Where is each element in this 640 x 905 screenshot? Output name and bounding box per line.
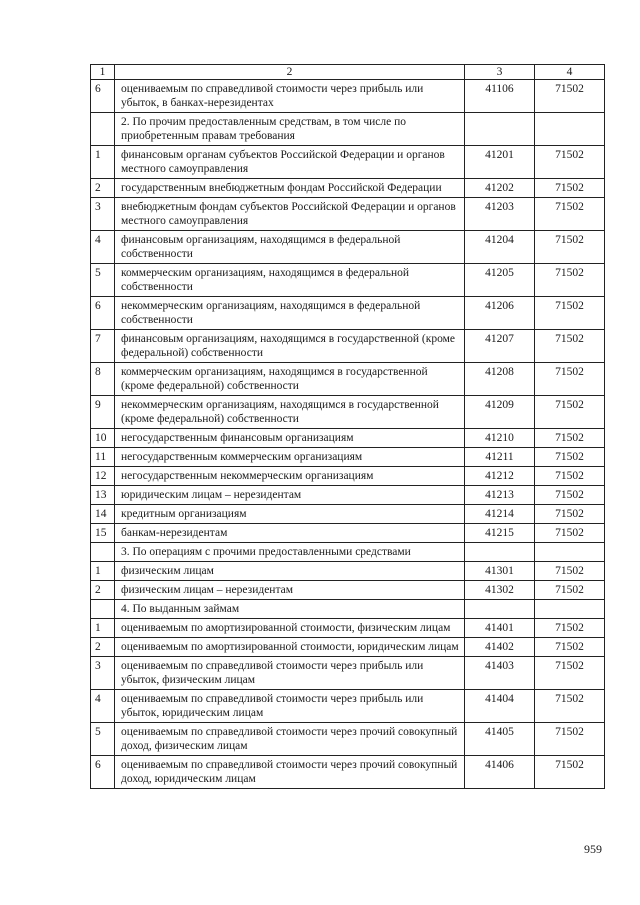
cell-c1: 1 [91, 562, 115, 581]
table-row [91, 756, 605, 789]
cell-c4: 71502 [535, 80, 605, 113]
cell-c1: 3 [91, 657, 115, 690]
cell-c1: 13 [91, 486, 115, 505]
cell-c1: 6 [91, 756, 115, 789]
cell-c2: 4. По выданным займам [115, 600, 465, 619]
cell-c3: 41213 [465, 486, 535, 505]
table-row [91, 231, 605, 264]
cell-c4: 71502 [535, 690, 605, 723]
cell-c4: 71502 [535, 505, 605, 524]
table-row [91, 524, 605, 543]
cell-c2: 2. По прочим предоставленным средствам, в том числе по приобретенным правам требования [115, 113, 465, 146]
cell-c3: 41403 [465, 657, 535, 690]
table-row [91, 638, 605, 657]
cell-c4: 71502 [535, 264, 605, 297]
cell-c2: кредитным организациям [115, 505, 465, 524]
cell-c2: некоммерческим организациям, находящимся в государственной (кроме федеральной) собственности [115, 396, 465, 429]
cell-c3: 41205 [465, 264, 535, 297]
cell-c2: оцениваемым по справедливой стоимости через прочий совокупный доход, юридическим лицам [115, 756, 465, 789]
cell-c1: 14 [91, 505, 115, 524]
cell-c4: 71502 [535, 657, 605, 690]
cell-c3: 41106 [465, 80, 535, 113]
cell-c4: 71502 [535, 198, 605, 231]
cell-c2: оцениваемым по справедливой стоимости через прибыль или убыток, в банках-нерезидентах [115, 80, 465, 113]
cell-c4: 71502 [535, 619, 605, 638]
cell-c2: оцениваемым по амортизированной стоимости, юридическим лицам [115, 638, 465, 657]
cell-c2: внебюджетным фондам субъектов Российской Федерации и органов местного самоуправления [115, 198, 465, 231]
table-row [91, 619, 605, 638]
table-row [91, 363, 605, 396]
cell-c4: 71502 [535, 179, 605, 198]
cell-c4: 71502 [535, 363, 605, 396]
accounts-table [90, 64, 605, 789]
cell-c1 [91, 113, 115, 146]
cell-c3: 41203 [465, 198, 535, 231]
cell-c3: 41206 [465, 297, 535, 330]
cell-c2: государственным внебюджетным фондам Российской Федерации [115, 179, 465, 198]
cell-c3: 41404 [465, 690, 535, 723]
table-row [91, 146, 605, 179]
cell-c2: оцениваемым по амортизированной стоимости, физическим лицам [115, 619, 465, 638]
cell-c4: 71502 [535, 756, 605, 789]
table-header-row [91, 65, 605, 80]
cell-c4: 71502 [535, 330, 605, 363]
cell-c4: 71502 [535, 723, 605, 756]
table-row [91, 600, 605, 619]
cell-c1: 7 [91, 330, 115, 363]
cell-c3 [465, 543, 535, 562]
cell-c2: оцениваемым по справедливой стоимости через прибыль или убыток, юридическим лицам [115, 690, 465, 723]
cell-c3: 41209 [465, 396, 535, 429]
cell-c3: 41207 [465, 330, 535, 363]
table-row [91, 543, 605, 562]
cell-c3: 41301 [465, 562, 535, 581]
table-row [91, 179, 605, 198]
cell-c1: 5 [91, 723, 115, 756]
cell-c1: 6 [91, 80, 115, 113]
cell-c3 [465, 600, 535, 619]
cell-c2: негосударственным финансовым организациям [115, 429, 465, 448]
table-row [91, 467, 605, 486]
cell-c1: 10 [91, 429, 115, 448]
cell-c3: 41201 [465, 146, 535, 179]
cell-c3: 41202 [465, 179, 535, 198]
cell-c1 [91, 543, 115, 562]
table-row [91, 80, 605, 113]
cell-c1: 12 [91, 467, 115, 486]
cell-c4: 71502 [535, 524, 605, 543]
cell-c2: негосударственным коммерческим организациям [115, 448, 465, 467]
cell-c3: 41214 [465, 505, 535, 524]
table-row [91, 486, 605, 505]
cell-c1: 2 [91, 581, 115, 600]
cell-c3: 41302 [465, 581, 535, 600]
cell-c3: 41405 [465, 723, 535, 756]
cell-c1: 5 [91, 264, 115, 297]
header-col-1: 1 [91, 65, 115, 80]
table-row [91, 297, 605, 330]
table-row [91, 264, 605, 297]
cell-c4: 71502 [535, 231, 605, 264]
cell-c2: 3. По операциям с прочими предоставленными средствами [115, 543, 465, 562]
cell-c4: 71502 [535, 467, 605, 486]
table-body [91, 65, 605, 789]
cell-c2: юридическим лицам – нерезидентам [115, 486, 465, 505]
cell-c4: 71502 [535, 396, 605, 429]
cell-c1: 6 [91, 297, 115, 330]
cell-c1: 9 [91, 396, 115, 429]
cell-c3: 41215 [465, 524, 535, 543]
cell-c3: 41210 [465, 429, 535, 448]
cell-c2: банкам-нерезидентам [115, 524, 465, 543]
cell-c3: 41208 [465, 363, 535, 396]
page-number: 959 [584, 842, 602, 856]
cell-c2: оцениваемым по справедливой стоимости через прибыль или убыток, физическим лицам [115, 657, 465, 690]
header-col-3: 3 [465, 65, 535, 80]
cell-c2: финансовым организациям, находящимся в федеральной собственности [115, 231, 465, 264]
table-row [91, 657, 605, 690]
cell-c4: 71502 [535, 486, 605, 505]
cell-c4 [535, 600, 605, 619]
table-row [91, 396, 605, 429]
cell-c2: коммерческим организациям, находящимся в государственной (кроме федеральной) собственности [115, 363, 465, 396]
cell-c3: 41406 [465, 756, 535, 789]
cell-c3: 41402 [465, 638, 535, 657]
table-row [91, 723, 605, 756]
table-row [91, 581, 605, 600]
header-col-4: 4 [535, 65, 605, 80]
table-row [91, 562, 605, 581]
cell-c1: 2 [91, 638, 115, 657]
cell-c3: 41204 [465, 231, 535, 264]
cell-c1: 1 [91, 619, 115, 638]
cell-c2: физическим лицам – нерезидентам [115, 581, 465, 600]
cell-c1: 3 [91, 198, 115, 231]
cell-c1: 15 [91, 524, 115, 543]
cell-c3: 41401 [465, 619, 535, 638]
cell-c1: 2 [91, 179, 115, 198]
table-row [91, 429, 605, 448]
cell-c2: оцениваемым по справедливой стоимости через прочий совокупный доход, физическим лицам [115, 723, 465, 756]
cell-c4: 71502 [535, 297, 605, 330]
cell-c3 [465, 113, 535, 146]
cell-c4 [535, 113, 605, 146]
cell-c2: финансовым органам субъектов Российской Федерации и органов местного самоуправления [115, 146, 465, 179]
table-row [91, 330, 605, 363]
header-col-2: 2 [115, 65, 465, 80]
cell-c2: физическим лицам [115, 562, 465, 581]
table-row [91, 505, 605, 524]
cell-c1 [91, 600, 115, 619]
cell-c4 [535, 543, 605, 562]
table-row [91, 113, 605, 146]
cell-c1: 1 [91, 146, 115, 179]
cell-c1: 4 [91, 690, 115, 723]
cell-c2: негосударственным некоммерческим организациям [115, 467, 465, 486]
cell-c4: 71502 [535, 146, 605, 179]
cell-c1: 4 [91, 231, 115, 264]
cell-c1: 8 [91, 363, 115, 396]
cell-c4: 71502 [535, 429, 605, 448]
cell-c3: 41211 [465, 448, 535, 467]
table-row [91, 448, 605, 467]
cell-c4: 71502 [535, 448, 605, 467]
cell-c2: некоммерческим организациям, находящимся в федеральной собственности [115, 297, 465, 330]
cell-c4: 71502 [535, 562, 605, 581]
table-row [91, 690, 605, 723]
cell-c4: 71502 [535, 638, 605, 657]
cell-c4: 71502 [535, 581, 605, 600]
cell-c3: 41212 [465, 467, 535, 486]
cell-c1: 11 [91, 448, 115, 467]
table-row [91, 198, 605, 231]
cell-c2: коммерческим организациям, находящимся в федеральной собственности [115, 264, 465, 297]
cell-c2: финансовым организациям, находящимся в государственной (кроме федеральной) собственности [115, 330, 465, 363]
